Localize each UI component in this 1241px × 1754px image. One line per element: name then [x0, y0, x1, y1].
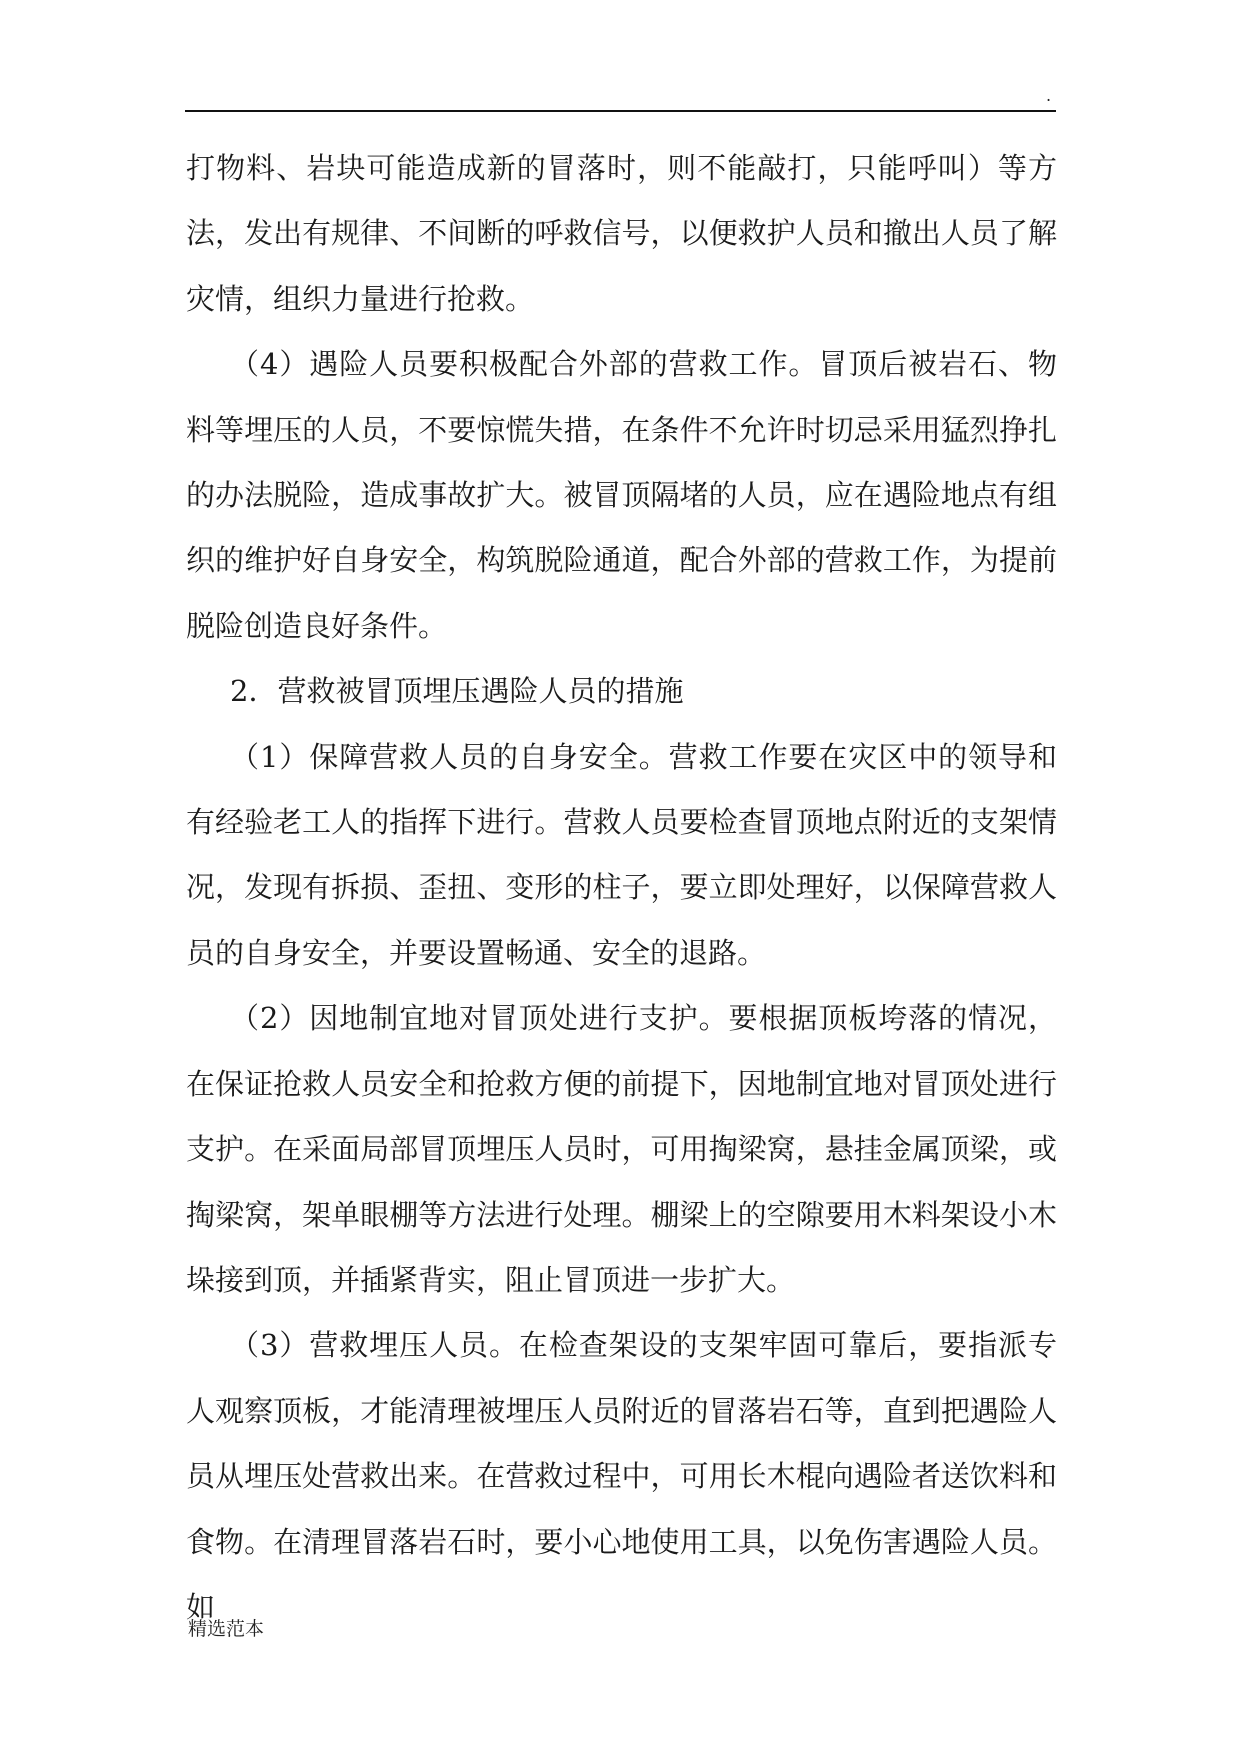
header-mark: .	[1046, 86, 1052, 105]
paragraph-item-1: （1）保障营救人员的自身安全。营救工作要在灾区中的领导和有经验老工人的指挥下进行。营救人员要检查冒顶地点附近的支架情况，发现有拆损、歪扭、变形的柱子，要立即处理好，以保障营救人员的自身安全，并要设置畅通、安全的退路。	[186, 739, 1057, 970]
paragraph-item-2: （2）因地制宜地对冒顶处进行支护。要根据顶板垮落的情况，在保证抢救人员安全和抢救方便的前提下，因地制宜地对冒顶处进行支护。在采面局部冒顶埋压人员时，可用掏梁窝，悬挂金属顶梁，或掏梁窝，架单眼棚等方法进行处理。棚梁上的空隙要用木料架设小木垛接到顶，并插紧背实，阻止冒顶进一步扩大。	[186, 1001, 1057, 1297]
header-rule	[185, 110, 1056, 112]
paragraph-item-3: （3）营救埋压人员。在检查架设的支架牢固可靠后，要指派专人观察顶板，才能清理被埋压人员附近的冒落岩石等，直到把遇险人员从埋压处营救出来。在营救过程中，可用长木棍向遇险者送饮料和食物。在清理冒落岩石时，要小心地使用工具，以免伤害遇险人员。如	[186, 1328, 1057, 1624]
footer-label: 精选范本	[188, 1618, 265, 1640]
paragraph-continuation: 打物料、岩块可能造成新的冒落时，则不能敲打，只能呼叫）等方法，发出有规律、不间断的呼救信号，以便救护人员和撤出人员了解灾情，组织力量进行抢救。	[186, 151, 1057, 316]
paragraph-item-4: （4）遇险人员要积极配合外部的营救工作。冒顶后被岩石、物料等埋压的人员，不要惊慌失措，在条件不允许时切忌采用猛烈挣扎的办法脱险，造成事故扩大。被冒顶隔堵的人员，应在遇险地点有组织的维护好自身安全，构筑脱险通道，配合外部的营救工作，为提前脱险创造良好条件。	[186, 347, 1057, 643]
section-heading: 2．营救被冒顶埋压遇险人员的措施	[230, 674, 684, 709]
document-body	[186, 136, 1057, 1640]
